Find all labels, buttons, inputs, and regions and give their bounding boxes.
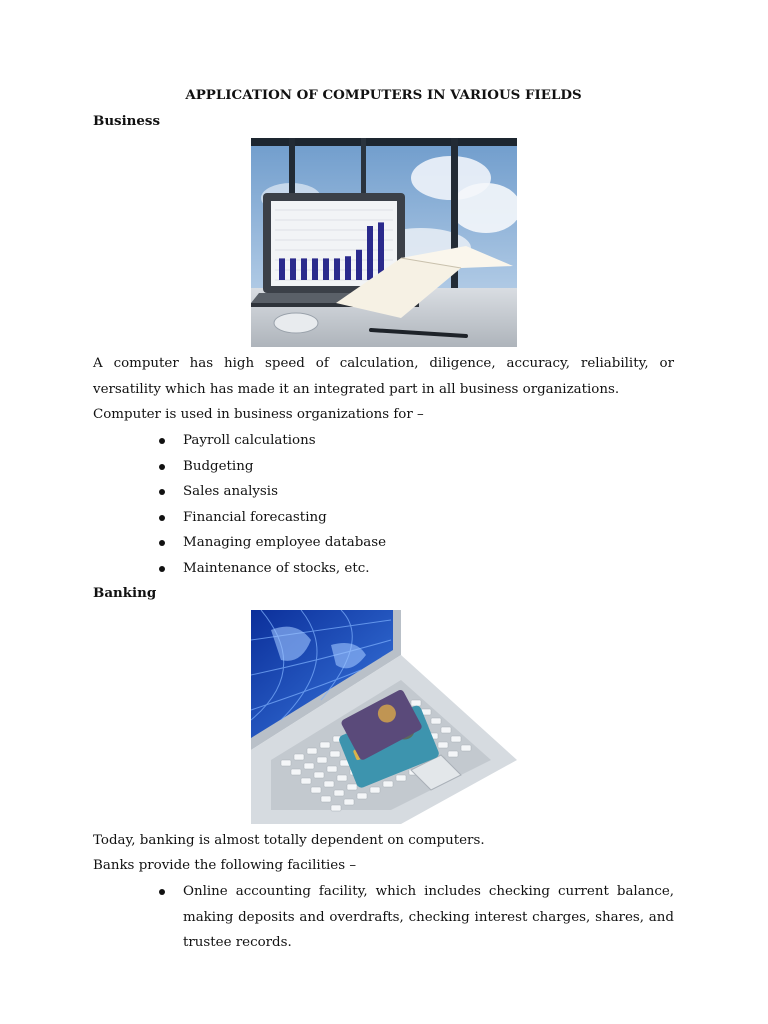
keyboard-key [291, 769, 301, 775]
chart-bar [279, 258, 285, 280]
business-list [93, 428, 674, 582]
business-paragraph: A computer has high speed of calculation, diligence, accuracy, reliability, or versatility which has made it an integrated part in all business organizations. [93, 356, 674, 397]
keyboard-key [448, 751, 458, 757]
list-item: Online accounting facility, which includes checking current balance, making deposits and overdrafts, checking interest charges, shares, and trustee records. [93, 879, 674, 956]
chart-bar [301, 258, 307, 280]
list-item: Maintenance of stocks, etc. [93, 556, 674, 582]
keyboard-key [438, 742, 448, 748]
keyboard-key [357, 793, 367, 799]
keyboard-key [301, 778, 311, 784]
list-item: Sales analysis [93, 479, 674, 505]
keyboard-key [327, 766, 337, 772]
keyboard-key [461, 745, 471, 751]
bullet-icon [159, 489, 165, 495]
list-item: Payroll calculations [93, 428, 674, 454]
keyboard-key [294, 754, 304, 760]
keyboard-key [324, 781, 334, 787]
section-heading-business: Business [93, 113, 161, 129]
keyboard-key [307, 748, 317, 754]
chart-bar [356, 250, 362, 280]
banking-laptop-image [251, 610, 517, 824]
keyboard-key [451, 736, 461, 742]
keyboard-key [383, 781, 393, 787]
chart-bar [334, 258, 340, 280]
keyboard-key [330, 751, 340, 757]
keyboard-key [331, 805, 341, 811]
chart-bar [323, 258, 329, 280]
bullet-icon [159, 515, 165, 521]
keyboard-key [344, 799, 354, 805]
chart-bar [367, 226, 373, 280]
keyboard-key [441, 727, 451, 733]
keyboard-key [411, 700, 421, 706]
keyboard-key [321, 796, 331, 802]
keyboard-key [334, 790, 344, 796]
bullet-icon [159, 540, 165, 546]
keyboard-key [304, 763, 314, 769]
keyboard-key [337, 775, 347, 781]
page-title: APPLICATION OF COMPUTERS IN VARIOUS FIELDS [185, 87, 582, 103]
chart-bar [290, 258, 296, 280]
keyboard-key [370, 787, 380, 793]
keyboard-key [396, 775, 406, 781]
banking-illustration [251, 610, 517, 824]
bullet-icon [159, 438, 165, 444]
bullet-icon [159, 464, 165, 470]
business-intro: Computer is used in business organizations for – [93, 407, 424, 422]
keyboard-key [317, 757, 327, 763]
keyboard-key [281, 760, 291, 766]
business-illustration [251, 138, 517, 347]
keyboard-key [314, 772, 324, 778]
business-laptop-image [251, 138, 517, 347]
bullet-icon [159, 889, 165, 895]
banking-list [93, 879, 674, 956]
list-item: Managing employee database [93, 530, 674, 556]
keyboard-key [320, 742, 330, 748]
chart-bar [312, 258, 318, 280]
section-heading-banking: Banking [93, 585, 157, 601]
keyboard-key [431, 718, 441, 724]
banking-line-1: Today, banking is almost totally dependent on computers. [93, 833, 485, 848]
list-item: Financial forecasting [93, 505, 674, 531]
list-item: Budgeting [93, 454, 674, 480]
keyboard-key [311, 787, 321, 793]
banking-line-2: Banks provide the following facilities – [93, 858, 357, 873]
bullet-icon [159, 566, 165, 572]
keyboard-key [347, 784, 357, 790]
chart-bar [345, 256, 351, 280]
